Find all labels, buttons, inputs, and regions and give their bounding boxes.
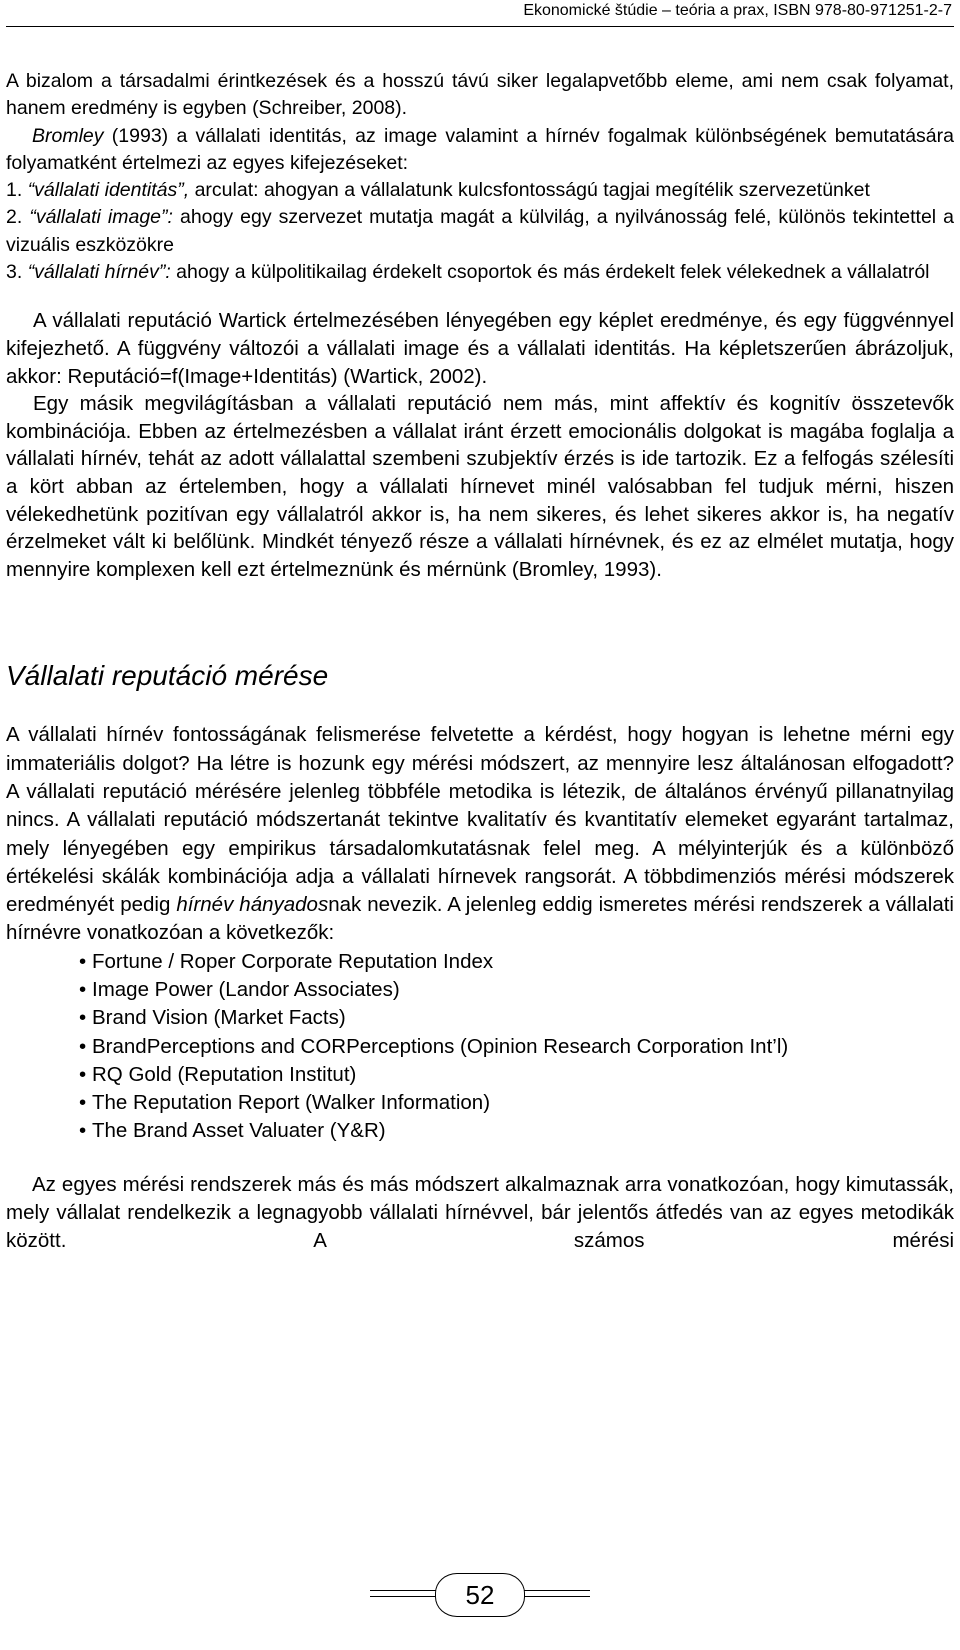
bullet-icon: • <box>79 977 87 1001</box>
bullet-icon: • <box>79 1034 87 1058</box>
bullet-icon: • <box>79 949 87 973</box>
list-item: • Image Power (Landor Associates) <box>79 976 954 1004</box>
wartick-section <box>6 307 954 583</box>
list-item: • The Reputation Report (Walker Information) <box>79 1089 954 1117</box>
intro-section <box>6 68 954 286</box>
list-item: • Brand Vision (Market Facts) <box>79 1004 954 1032</box>
header-rule <box>6 26 954 27</box>
bullet-icon: • <box>79 1091 87 1115</box>
list-item: • Fortune / Roper Corporate Reputation Index <box>79 948 954 976</box>
list-item-2: 2. “vállalati image”: ahogy egy szervezet mutatja magát a külvilág, a nyilvánosság felé, különös tekintettel a vizuális eszközökre <box>6 206 955 256</box>
list-item: • RQ Gold (Reputation Institut) <box>79 1061 954 1089</box>
measurement-section <box>6 721 954 1255</box>
bromley-text: (1993) a vállalati identitás, az image valamint a hírnév fogalmak különbségének bemutatására folyamatként értelmezi az egyes kifejezéseket: <box>6 124 954 174</box>
term-reputation: “vállalati hírnév”: <box>27 261 171 284</box>
running-header: Ekonomické štúdie – teória a prax, ISBN 978-80-971251-2-7 <box>523 2 952 19</box>
bullet-icon: • <box>79 1119 87 1143</box>
term-identity: “vállalati identitás”, <box>27 179 190 202</box>
measurement-paragraph: A vállalati hírnév fontosságának felismerése felvetette a kérdést, hogy hogyan is lehetne mérni egy immateriális dolgot? Ha létre is hozunk egy mérési módszert, az mennyire lesz általánosan elfogadott? A vállalati reputáció mérésére jelenleg többféle metodika is létezik, de általános érvényű pillanatnyilag nincs. A vállalati reputáció módszertanát tekintve kvalitatív és kvantitatív elemeket egyaránt tartalmaz, mely lényegében egy empirikus társadalomkutatásnak felel meg. A mélyinterjúk és a különböző értékelési skálák kombinációja adja a vállalati hírnevek rangsorát. A többdimenziós mérési módszerek eredményét pedig hírnév hányadosnak nevezik. A jelenleg eddig ismeretes mérési rendszerek a vállalati hírnévre vonatkozóan a következők: <box>6 723 954 945</box>
bullet-icon: • <box>79 1062 87 1086</box>
closing-paragraph: Az egyes mérési rendszerek más és más módszert alkalmaznak arra vonatkozóan, hogy kimutassák, mely vállalat rendelkezik a legnagyobb vállalati hírnévvel, bár jelentős átfedés van az egyes metodikák között. A számos mérési <box>6 1172 954 1253</box>
list-item: • The Brand Asset Valuater (Y&R) <box>79 1117 954 1145</box>
list-item-1: 1. “vállalati identitás”, arculat: ahogyan a vállalatunk kulcsfontosságú tagjai megítélik szervezetünket <box>6 179 870 202</box>
emphasis-term: hírnév hányados <box>176 893 329 917</box>
list-item: • BrandPerceptions and CORPerceptions (Opinion Research Corporation Int’l) <box>79 1033 954 1061</box>
list-item-3: 3. “vállalati hírnév”: ahogy a külpolitikailag érdekelt csoportok és más érdekelt felek vélekednek a vállalatról <box>6 261 930 284</box>
section-heading: Vállalati reputáció mérése <box>6 660 329 692</box>
intro-paragraph: A bizalom a társadalmi érintkezések és a hosszú távú siker legalapvetőbb eleme, ami nem csak folyamat, hanem eredmény is egyben (Schreiber, 2008). <box>6 70 954 120</box>
bullet-icon: • <box>79 1006 87 1030</box>
page-number: 52 <box>435 1573 525 1617</box>
wartick-paragraph: A vállalati reputáció Wartick értelmezésében lényegében egy képlet eredménye, és egy függvénnyel kifejezhető. A függvény változói a vállalati image és a vállalati identitás. Ha képletszerűen ábrázoljuk, akkor: Reputáció=f(Image+Identitás) (Wartick, 2002). <box>6 309 954 388</box>
measurement-systems-list <box>6 948 954 1146</box>
affective-paragraph: Egy másik megvilágításban a vállalati reputáció nem más, mint affektív és kognitív összetevők kombinációja. Ebben az értelmezésben a vállalat iránt érzett emocionális dolgokat is magába foglalja a vállalati hírnév, tehát az adott vállalattal szembeni szubjektív érzés is ide tartozik. Ez a felfogás szélesíti a kört abban az értelemben, hogy a vállalati hírnevet minél valósabban fel tudjuk mérni, hiszen vélekedhetünk pozitívan egy vállalatról akkor is, ha nem sikeres, és lehet sikeres akkor is, ha negatív érzelmeket vált ki belőlünk. Mindkét tényező része a vállalati hírnévnek, és ez az elmélet mutatja, hogy mennyire komplexen kell ezt értelmeznünk és mérnünk (Bromley, 1993). <box>6 392 954 581</box>
bromley-paragraph <box>6 123 954 178</box>
document-body <box>6 68 954 1256</box>
author-name: Bromley <box>32 124 104 147</box>
term-image: “vállalati image”: <box>29 206 173 229</box>
